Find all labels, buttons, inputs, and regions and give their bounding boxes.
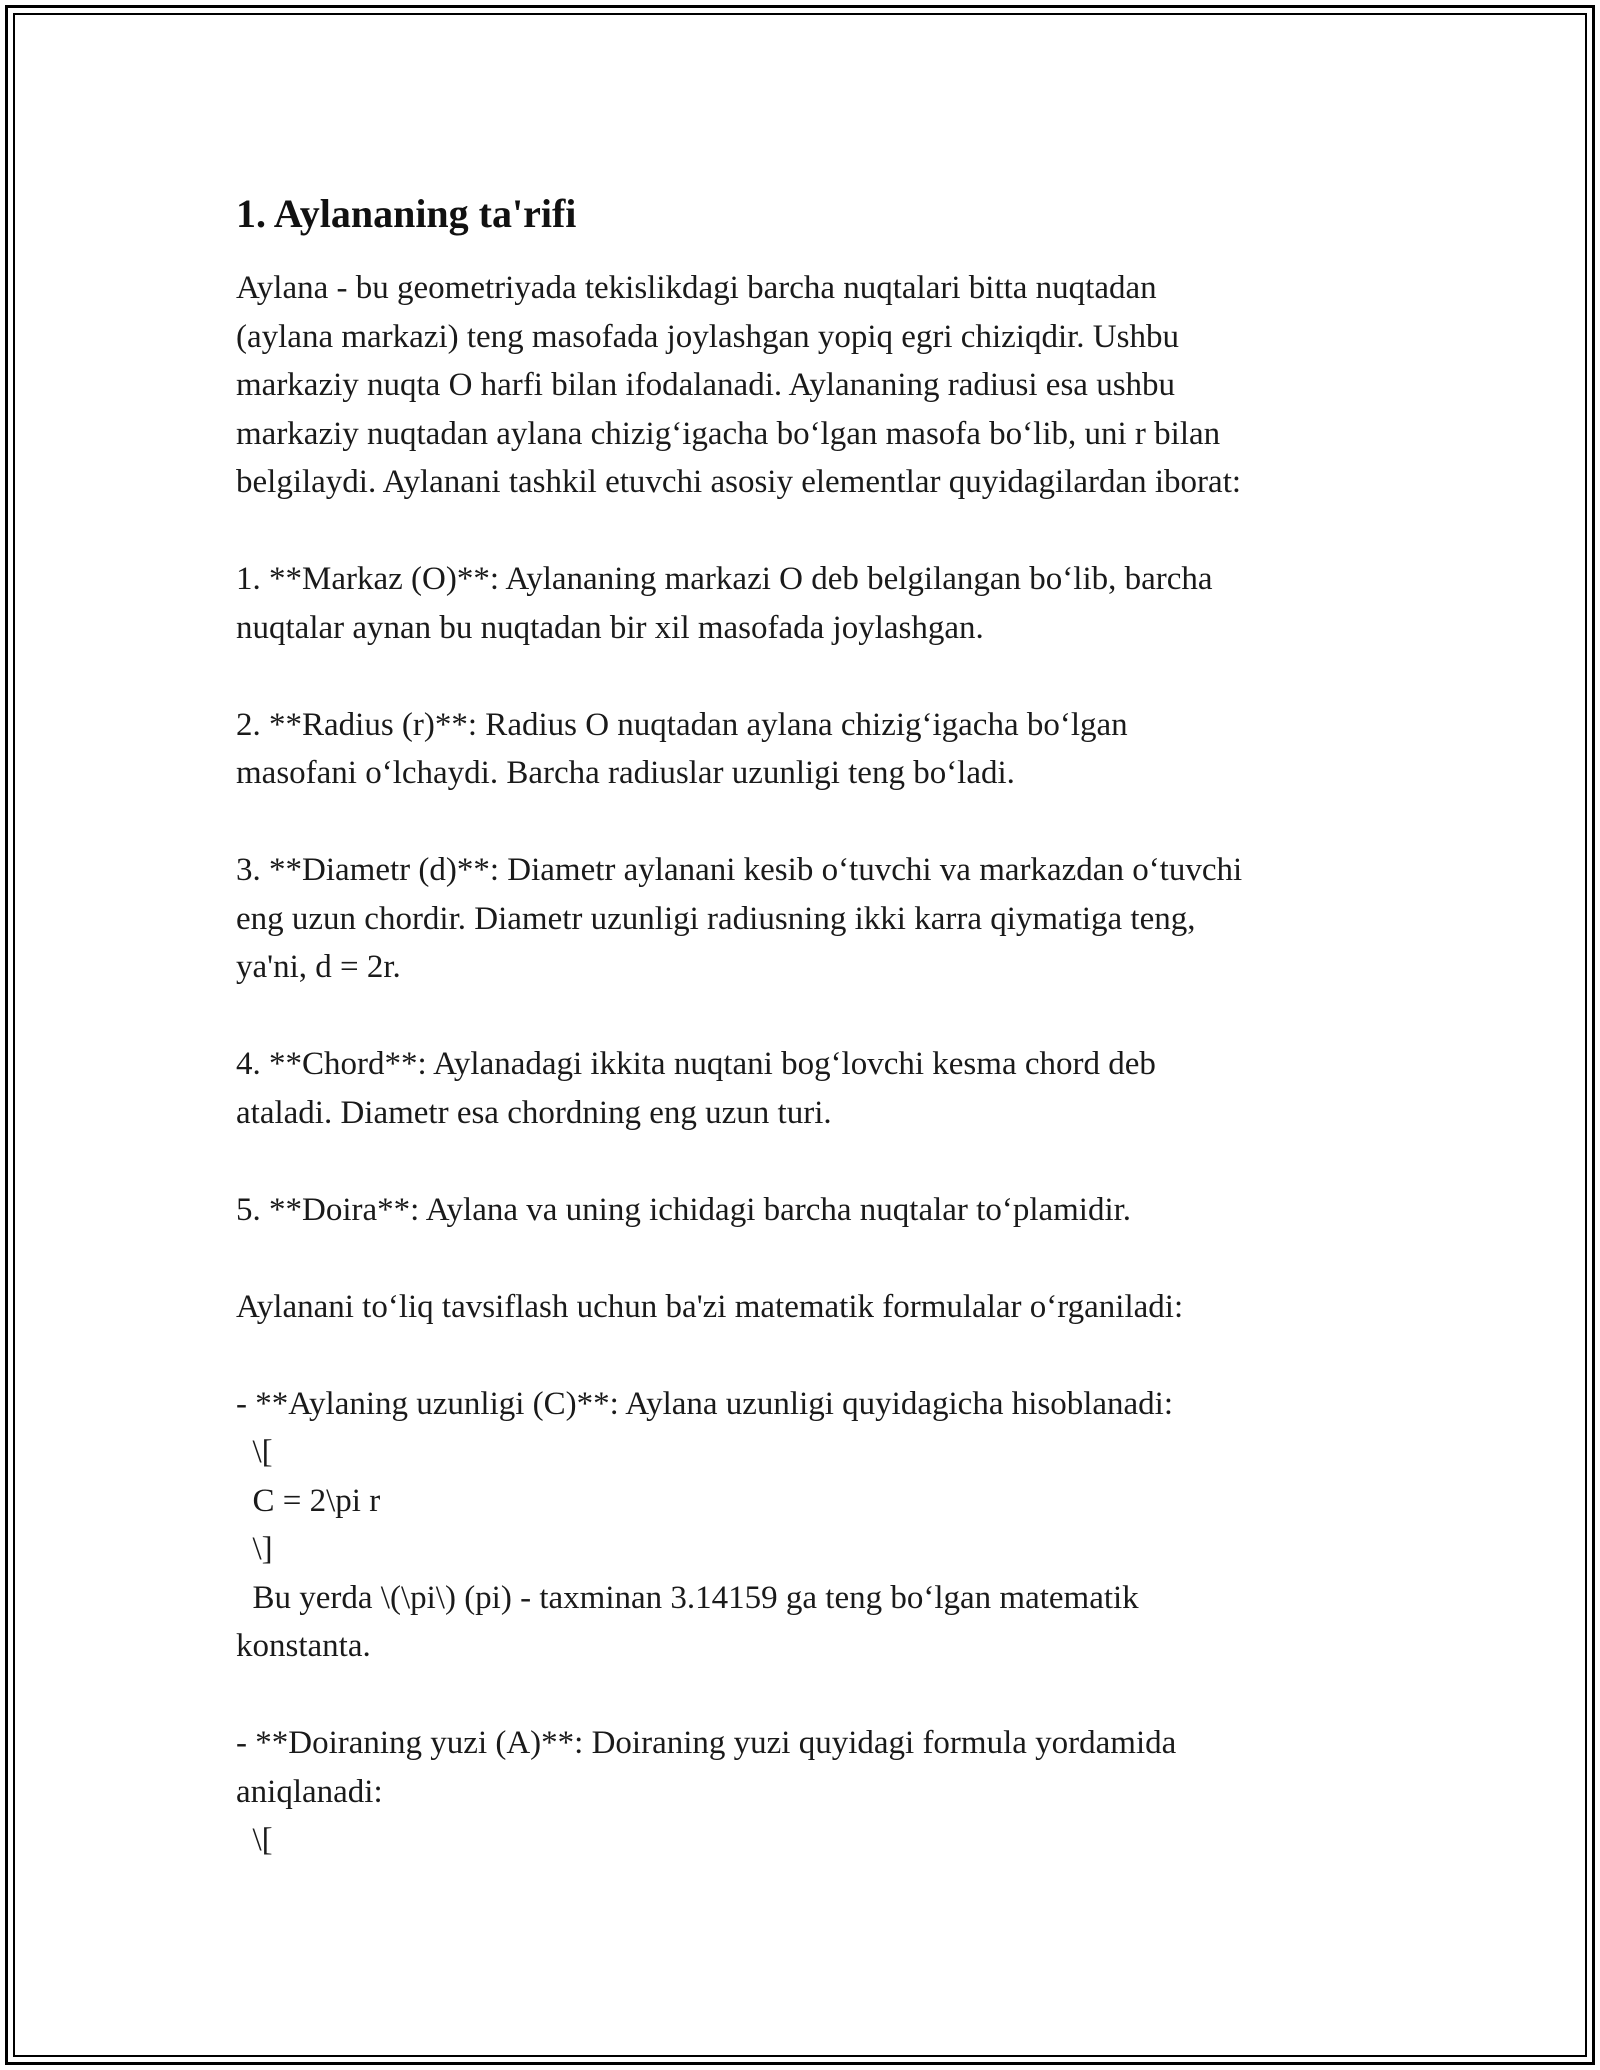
document-body-text: Aylana - bu geometriyada tekislikdagi barcha nuqtalari bitta nuqtadan (aylana markazi) teng masofada joylashgan yopiq egri chiziqdir. Ushbu markaziy nuqta O harfi bilan ifodalanadi. Aylananing radiusi esa ushbu markaziy nuqtadan aylana chizig‘igacha bo‘lgan masofa bo‘lib, uni r bilan belgilaydi. Aylanani tashkil etuvchi asosiy elementlar quyidagilardan iborat: 1. **Markaz (O)**: Aylananing markazi O deb belgilangan bo‘lib, barcha nuqtalar aynan bu nuqtadan bir xil masofada joylashgan. 2. **Radius (r)**: Radius O nuqtadan aylana chizig‘igacha bo‘lgan masofani o‘lchaydi. Barcha radiuslar uzunligi teng bo‘ladi. 3. **Diametr (d)**: Diametr aylanani kesib o‘tuvchi va markazdan o‘tuvchi eng uzun chordir. Diametr uzunligi radiusning ikki karra qiymatiga teng, ya'ni, d = 2r. 4. **Chord**: Aylanadagi ikkita nuqtani bog‘lovchi kesma chord deb ataladi. Diametr esa chordning eng uzun turi. 5. **Doira**: Aylana va uning ichidagi barcha nuqtalar to‘plamidir. Aylanani to‘liq tavsiflash uchun ba'zi matematik formulalar o‘rganiladi: - **Aylaning uzunligi (C)**: Aylana uzunligi quyidagicha hisoblanadi: \[ C = 2\pi r \] Bu yerda \(\pi\) (pi) - taxminan 3.14159 ga teng bo‘lgan matematik konstanta. - **Doiraning yuzi (A)**: Doiraning yuzi quyidagi formula yordamida aniqlanadi: \[ [236, 270, 1243, 1858]
section-heading: 1. Aylananing ta'rifi [236, 191, 577, 236]
document-content [236, 188, 1366, 1865]
